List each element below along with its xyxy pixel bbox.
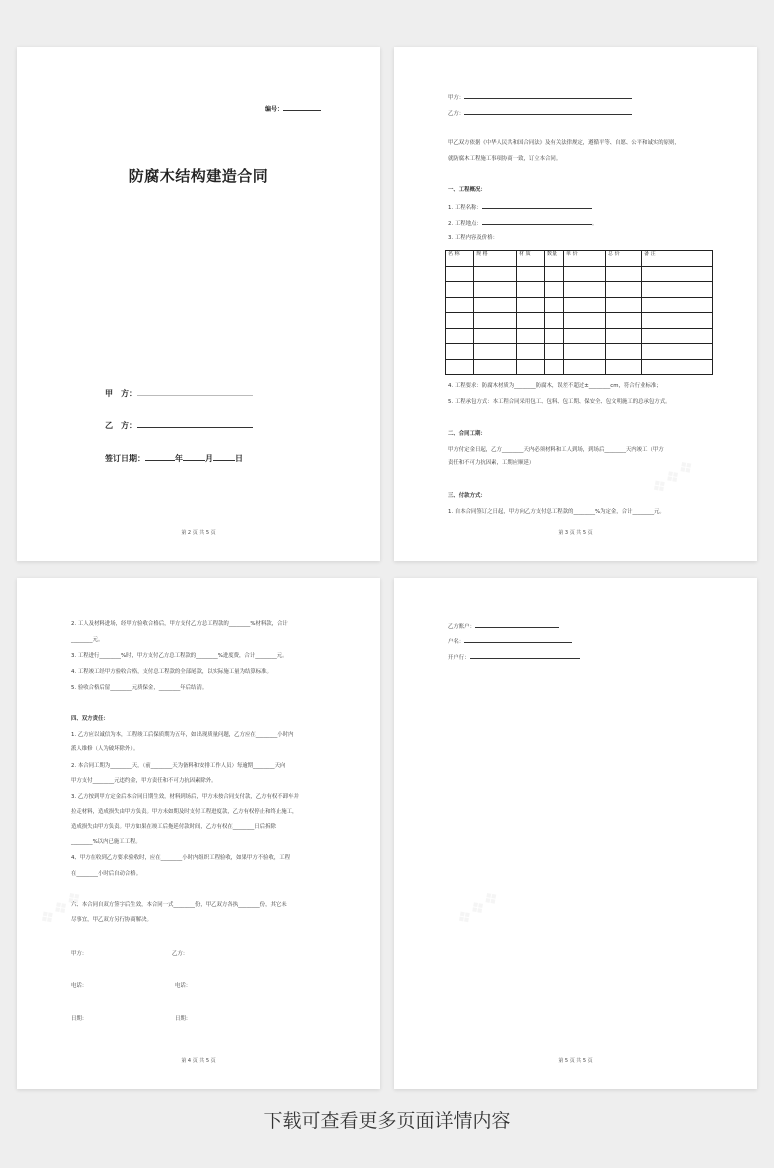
table-header-cell: 数量 — [545, 251, 564, 267]
responsibility-line: 派人维修（人为破坏除外）。 — [71, 746, 139, 752]
watermark — [452, 886, 504, 931]
section-heading: 一、工程概况： — [448, 187, 486, 193]
responsibility-line: 拉走材料，造成损失由甲方负责。甲方未如期及时支付工程进度款，乙方有权停止和终止施工， — [71, 809, 298, 815]
watermark — [35, 886, 87, 931]
section-heading: 四、双方责任： — [71, 716, 109, 722]
contract-page-3 — [394, 47, 757, 561]
requirement-line: 4. 工程要求：防腐木材质为________防腐木，误差不超过±________cm，符合行业标准； — [448, 383, 662, 389]
payment-line: 3. 工程进行________%时，甲方支付乙方总工程款的________%进度费，合计________元。 — [71, 653, 288, 659]
party-b-line: 乙 方： — [105, 420, 253, 431]
download-caption: 下载可查看更多页面详情内容 — [263, 1110, 511, 1132]
table-header-cell: 材 质 — [517, 251, 545, 267]
duration-line-2: 责任和不可力抗因素，工期应顺延） — [448, 460, 535, 466]
date-party-b: 日期： — [175, 1016, 192, 1022]
party-a-field: 甲方： — [448, 92, 632, 102]
signature-party-b: 乙方： — [172, 951, 189, 957]
blank-line — [137, 421, 253, 428]
section-heading: 三、付款方式： — [448, 493, 486, 499]
page-footer: 第 2 页 共 5 页 — [181, 530, 216, 536]
sign-date-line: 签订日期： 年 月 日 — [105, 454, 243, 463]
blank-line — [137, 389, 253, 396]
table-header-row — [446, 251, 713, 267]
responsibility-line: 甲方支付________元违约金，甲方责任和不可力抗因素除外。 — [71, 778, 217, 784]
table-row — [446, 282, 713, 298]
project-name-field: 1. 工程名称： — [448, 202, 592, 212]
party-a-line: 甲 方： — [105, 388, 253, 399]
duration-line-1: 甲方付定金日起，乙方________天内必须材料和工人到场，到场后________天内竣工（甲方 — [448, 447, 664, 453]
table-header-cell: 总 价 — [606, 251, 642, 267]
bank-field: 开户行： — [448, 652, 580, 662]
table-row — [446, 328, 713, 344]
blank-line — [283, 104, 321, 111]
contract-mode-line: 5. 工程承包方式：本工程合同采用包工、包料、包工期、保安全、包文明施工的总承包方式。 — [448, 399, 671, 405]
date-party-a: 日期： — [71, 1016, 88, 1022]
table-row — [446, 297, 713, 313]
project-content-label: 3. 工程内容及价格： — [448, 235, 498, 241]
table-row — [446, 266, 713, 282]
watermark — [647, 455, 699, 500]
phone-party-b: 电话： — [175, 983, 192, 989]
contract-page-5 — [394, 578, 757, 1089]
page-footer: 第 4 页 共 5 页 — [181, 1058, 216, 1064]
table-row — [446, 359, 713, 375]
document-title: 防腐木结构建造合同 — [128, 167, 269, 185]
effect-clause-line: 尽事宜，甲乙双方另行协商解决。 — [71, 917, 152, 923]
account-field: 乙方账户： — [448, 621, 559, 631]
table-row — [446, 344, 713, 360]
intro-line-1: 甲乙双方依据《中华人民共和国合同法》及有关法律规定，遵循平等、自愿、公平和诚实的原则， — [448, 140, 680, 146]
page-footer: 第 5 页 共 5 页 — [558, 1058, 593, 1064]
payment-line: 4. 工程竣工经甲方验收合格，支付总工程款的全部尾款，以实际施工量为结算标准。 — [71, 669, 272, 675]
intro-line-2: 就防腐木工程施工事项协商一致，订立本合同。 — [448, 156, 562, 162]
contract-number: 编号： — [265, 104, 321, 113]
contract-page-4 — [17, 578, 380, 1089]
page-footer: 第 3 页 共 5 页 — [558, 530, 593, 536]
responsibility-line: 2. 本合同工期为________天，（前________天为备料和安排工作人员）每逾期________天向 — [71, 763, 286, 769]
table-header-cell: 规 格 — [474, 251, 517, 267]
price-table — [445, 250, 713, 375]
phone-party-a: 电话： — [71, 983, 88, 989]
table-header-cell: 单 价 — [564, 251, 606, 267]
responsibility-line: 在________小时后自动合格。 — [71, 871, 142, 877]
account-name-field: 户名： — [448, 636, 572, 646]
section-heading: 二、合同工期： — [448, 431, 486, 437]
table-header-cell: 名 称 — [446, 251, 474, 267]
effect-clause-line: 六、本合同自双方签字后生效，本合同一式________份，甲乙双方各执________份，其它未 — [71, 902, 287, 908]
payment-line: ________元。 — [71, 637, 104, 643]
table-row — [446, 313, 713, 329]
payment-line: 2. 工人及材料进场，经甲方验收合格后，甲方支付乙方总工程款的________%材料款，合计 — [71, 621, 288, 627]
responsibility-line: 1. 乙方应以诚信为本，工程竣工后保质期为五年，如出现质量问题，乙方应在________小时内 — [71, 732, 294, 738]
responsibility-line: 造成损失由甲方负责。甲方如果在竣工后拖延付款时间，乙方有权在________日后拆除 — [71, 824, 276, 830]
responsibility-line: 3. 乙方按到甲方定金后本合同日期生效，材料到场后，甲方未按合同支付款，乙方有权不卸车并 — [71, 794, 299, 800]
responsibility-line: 4、甲方在收到乙方要求验收时，应在________小时内组织工程验收，如果甲方不验收，工程 — [71, 855, 291, 861]
signature-party-a: 甲方： — [71, 951, 88, 957]
payment-line: 5. 验收合格后留________元质保金，________年后结清。 — [71, 685, 208, 691]
table-header-cell: 备 注 — [642, 251, 713, 267]
responsibility-line: ________%以内已施工工程。 — [71, 839, 141, 845]
party-b-field: 乙方： — [448, 108, 632, 118]
payment-line-1: 1. 自本合同签订之日起，甲方向乙方支付总工程款的________%为定金，合计________元。 — [448, 509, 665, 515]
project-location-field: 2. 工程地点： 。 — [448, 218, 597, 228]
contract-page-2 — [17, 47, 380, 561]
